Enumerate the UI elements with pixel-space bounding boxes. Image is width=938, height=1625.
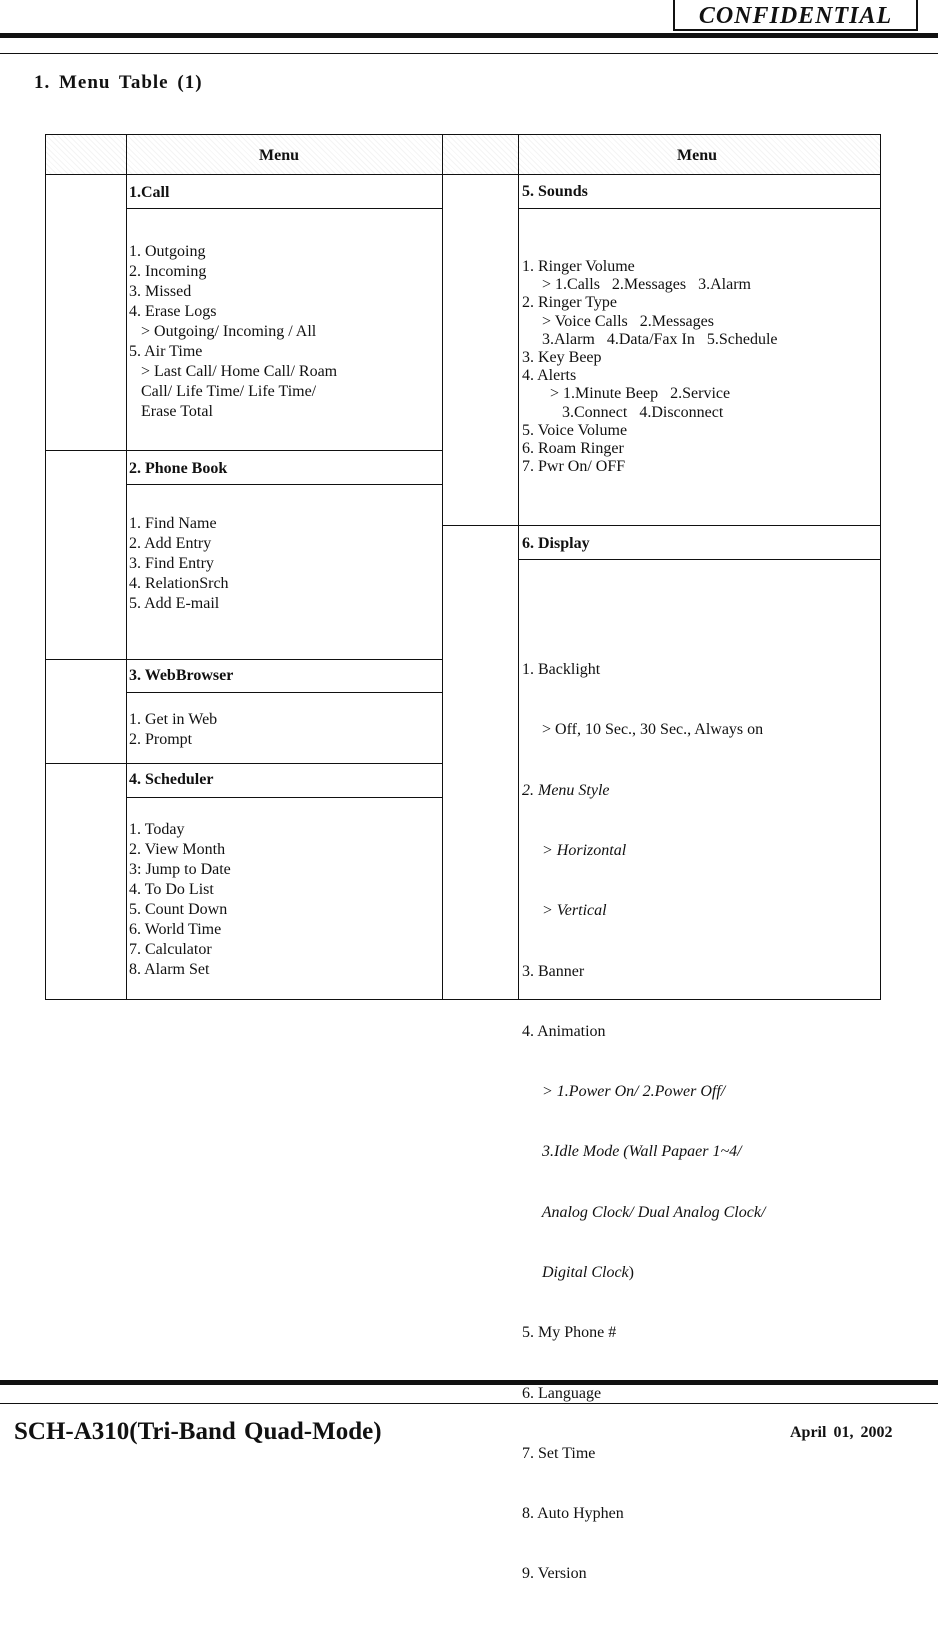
category-display: 6. Display — [522, 535, 590, 552]
footer-rule-thin — [0, 1403, 938, 1404]
section-title: 1. Menu Table (1) — [34, 72, 203, 93]
table-col-line-2 — [442, 134, 443, 1000]
display-item-animation-analog: Analog Clock/ Dual Analog Clock/ — [522, 1203, 766, 1221]
category-scheduler: 4. Scheduler — [129, 771, 214, 788]
display-items — [522, 620, 765, 1625]
scheduler-items: 1. Today 2. View Month 3: Jump to Date 4. To Do List 5. Count Down 6. World Time 7. Calculator 8. Alarm Set — [129, 821, 231, 978]
display-item-auto-hyphen: 8. Auto Hyphen — [522, 1505, 624, 1523]
category-web-browser: 3. WebBrowser — [129, 667, 234, 684]
web-browser-items: 1. Get in Web 2. Prompt — [129, 711, 218, 748]
display-item-digital-close: ) — [628, 1264, 634, 1281]
table-col-line-3 — [518, 134, 519, 1000]
header-shade-left-a — [46, 135, 126, 174]
sounds-block-line — [442, 525, 881, 526]
call-items: 1. Outgoing 2. Incoming 3. Missed 4. Erase Logs > Outgoing/ Incoming / All 5. Air Time > Last Call/ Home Call/ Roam Call/ Life Time/ Life Time/ Erase Total — [129, 243, 338, 420]
footer-rule-thick — [0, 1380, 938, 1385]
category-sounds: 5. Sounds — [522, 183, 588, 200]
category-call: 1.Call — [129, 184, 170, 201]
header-shade-right-a — [443, 135, 518, 174]
display-item-digital-clock: Digital Clock — [522, 1264, 629, 1281]
display-item-my-phone: 5. My Phone # — [522, 1324, 617, 1342]
table-col-line-1 — [126, 134, 127, 1000]
display-item-backlight: 1. Backlight — [522, 661, 601, 679]
display-item-vertical: > Vertical — [522, 902, 607, 920]
display-item-version: 9. Version — [522, 1565, 587, 1583]
header-row-line — [45, 174, 881, 175]
sounds-items: 1. Ringer Volume > 1.Calls 2.Messages 3.Alarm 2. Ringer Type > Voice Calls 2.Messages 3.Alarm 4.Data/Fax In 5.Schedule 3. Key Beep 4. Alerts > 1.Minute Beep 2.Service 3.Connect 4.Disconnect 5. Voice Volume 6. Roam Ringer 7. Pwr On/ OFF — [522, 258, 778, 476]
display-item-menu-style: 2. Menu Style — [522, 781, 610, 799]
col-header-left: Menu — [259, 147, 299, 164]
call-title-line — [126, 208, 442, 209]
footer-model: SCH-A310(Tri-Band Quad-Mode) — [14, 1418, 382, 1445]
sounds-title-line — [518, 208, 881, 209]
display-item-backlight-options: > Off, 10 Sec., 30 Sec., Always on — [522, 721, 764, 739]
display-item-banner: 3. Banner — [522, 962, 585, 980]
phonebook-title-line — [126, 484, 442, 485]
footer-date: April 01, 2002 — [790, 1424, 893, 1441]
phonebook-block-line — [45, 659, 442, 660]
table-border-top — [45, 134, 881, 135]
display-item-language: 6. Language — [522, 1384, 602, 1402]
web-block-line — [45, 763, 442, 764]
scheduler-title-line — [126, 797, 442, 798]
display-item-set-time: 7. Set Time — [522, 1444, 596, 1462]
display-item-animation: 4. Animation — [522, 1022, 606, 1040]
display-item-animation-power: > 1.Power On/ 2.Power Off/ — [522, 1083, 726, 1101]
category-phone-book: 2. Phone Book — [129, 460, 228, 477]
header-rule-thin — [0, 53, 938, 54]
col-header-right: Menu — [677, 147, 717, 164]
table-border-right — [880, 134, 881, 1000]
phone-book-items: 1. Find Name 2. Add Entry 3. Find Entry 4. RelationSrch 5. Add E-mail — [129, 515, 229, 612]
confidential-label: CONFIDENTIAL — [673, 0, 918, 31]
web-title-line — [126, 692, 442, 693]
display-item-animation-digital — [522, 1263, 765, 1283]
header-rule-thick — [0, 33, 938, 38]
call-block-line — [45, 450, 442, 451]
display-item-animation-idle: 3.Idle Mode (Wall Papaer 1~4/ — [522, 1143, 742, 1161]
table-border-left — [45, 134, 46, 1000]
display-item-horizontal: > Horizontal — [522, 842, 627, 860]
display-title-line — [518, 559, 881, 560]
